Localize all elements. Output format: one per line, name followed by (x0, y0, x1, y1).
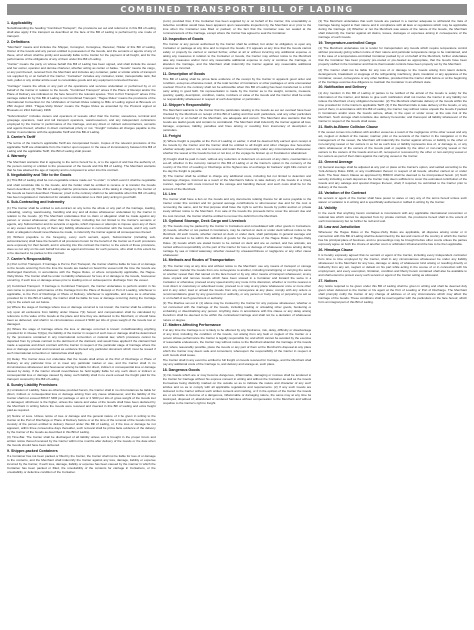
clause-text: (2) The Carrier shall not be liable for any loss of or damage to the Goods arising from latent defects, derangement, breakdown or stoppage of the refrigerating machinery, plant, insulation or any apparatus of the Container, vessel, conveyance or any other facilities, provided that the Carrier shall before or at the beginning of the Carriage exercise due diligence to maintain the Container in an efficient state. (318, 67, 467, 84)
clause-heading: 10. Inspection of Goods (162, 36, 204, 41)
clause-text: If a Container has not been packed or filled by the Carrier, the Carrier shall not be liable for loss of or damage to the contents, and the Merchant shall indemnify the Carrier against any loss, damage, liability or expense incurred by the Carrier, if such loss, damage, liability or expense has been caused by the manner in which the Container has been packed or filled, the unsuitability of the contents for carriage in Containers, or the unsuitability or defective condition of the Container. (7, 454, 156, 475)
clause-text: (b) Where the stage of Carriage where the loss or damage occurred is known: notwithstanding anything provided for in Clause 7(2)(a), the liability of the Carrier in respect of such loss or damage shall be determined by the provisions contained in any international convention or national law, which provisions cannot be departed from by private contract to the detriment of the claimant, and would have applied if the claimant had made a separate and direct contract with the Carrier in respect of the particular stage of Carriage where the loss or damage occurred and received as evidence thereof any particular document which must be issued if such international convention or national law shall apply. (7, 327, 156, 356)
clause-text: (1) Limitation of Liability. Save as otherwise provided herein, the Carrier shall in no circumstances be liable for direct, indirect or consequential loss or damage arising from any cause whatsoever, and the liability of the Carrier shall not exceed 666.67 SDR per package or unit or 2 SDR per kilo of gross weight of the Goods lost or damaged, whichever is the higher, unless the nature and value of the Goods shall have been declared by the Merchant in writing before the Goods were received and inserted in this Bill of Lading and extra freight paid as required. (7, 387, 156, 413)
clause-text: "Carrier" means the party on whose behalf this Bill of Lading has been signed, and shall include the vessel and her owner, operator and demise charterer, whether acting as carrier or bailee. "Goods" means the cargo, or any part thereof, received from the Merchant and includes any container, pallet or similar article of transport not supplied by or on behalf of the Carrier. "Container" includes any container, trailer, transportable tank, flat rack, pallet or any similar article used to consolidate goods and any equipment connected thereto. (7, 62, 156, 83)
clause-heading: 19. Temperature-controlled Cargo (318, 40, 376, 45)
clause-text: Any notice required to be given under this Bill of Lading shall be given in writing and shall be deemed duly given when delivered to the Carrier or his agent at the Port of Loading or Port of Discharge. The Merchant shall promptly notify the Carrier of any change of address or of any circumstance which may affect the Carriage of the Goods. These conditions shall be read together with the particulars on the face hereof, which form an integral part of this Bill of Lading. (318, 283, 467, 304)
title-bar (7, 4, 467, 15)
clause-heading: 21. Both-to-Blame Collision Clause (318, 124, 379, 129)
clause-text: (3) Delay. The Carrier does not undertake that the Goods shall arrive at the Port of Discharge or Place of Delivery at any particular time or to meet any particular market or use, and the Carrier shall in no circumstances whatsoever and howsoever arising be liable for direct, indirect or consequential loss or damage caused by delay. If the Carrier should nevertheless be held legally liable for any such direct or indirect or consequential loss or damage caused by delay, such liability shall in no event exceed the freight paid for the transport covered by this Bill of Lading. (7, 356, 156, 382)
clause-heading: 5. Negotiability and Title to the Goods (7, 173, 72, 178)
clause-heading: 14. Lien (162, 192, 177, 197)
clause-heading: 13. Freight (162, 134, 181, 139)
clause-text: (3) The Carrier shall be entitled to charge any additional costs, including but not limited to detention and demurrage charges, incurred as a result of the Merchant's failure to take delivery of the Goods in a timely manner, together with costs incurred for the storage and handling thereof, and such costs shall be for the account of the Merchant. (162, 174, 312, 191)
clause-text: Whenever the Hague Rules or the Hague-Visby Rules are applicable, all disputes arising under or in connection with this Bill of Lading shall be determined by the law and courts of the country in which the Carrier has his principal place of business, and no proceedings may be brought before other courts unless the parties expressly agree on both the choice of another court or arbitration tribunal and the law to be then applicable. (318, 229, 467, 246)
clause-heading: 3. Carrier's Tariff (7, 135, 36, 140)
clause-text: (2) Freight shall be paid in cash, without any reduction or deferment on account of any claim, counterclaim or set-off, whether in the currency named in this Bill of Lading or at the Carrier's option in the currency of the country of the Port of Loading or Discharge at the highest rate of exchange for bankers' sight bills current on the day the freight is payable. (162, 156, 312, 173)
clause-text: The Merchant warrants to the Carrier that the particulars relating to the Goods as set out overleaf have been checked by the Merchant on receipt of this Bill of Lading and that such particulars, and any other particulars furnished by or on behalf of the Merchant, are adequate and correct. The Merchant also warrants that the Goods are lawful goods and contain no contraband. The Merchant shall indemnify the Carrier against all loss, damage, expenses, liability, penalties and fines arising or resulting from inaccuracy of description or particulars. (162, 108, 312, 133)
clause-heading: 9. Shipper-packed Containers (7, 448, 58, 453)
terms-column-2 (163, 19, 312, 627)
clause-heading: 8. Sundry Liability Provisions (7, 382, 58, 387)
clause-text: (2) The liberties set out in (1) above may be invoked by the Carrier for any purpose whatsoever, whether or not connected with the Carriage of the Goods, including loading or unloading other goods, bunkering or embarking or disembarking any person. Anything done in accordance with this clause or any delay arising therefrom shall be deemed to be within the contractual Carriage and shall not be a deviation of whatsoever nature or degree. (162, 301, 312, 322)
document-title: COMBINED TRANSPORT BILL OF LADING (120, 4, 354, 14)
clause-heading: 12. Shipper's Responsibility (162, 102, 211, 107)
clause-text: It is hereby expressly agreed that no servant or agent of the Carrier, including every independent contractor from time to time employed by the Carrier, shall in any circumstances whatsoever be under any liability whatsoever to the Merchant for any loss, damage or delay of whatsoever kind arising or resulting directly or indirectly from any act, neglect or default on his part while acting in the course of or in connection with his employment, and every exemption, limitation, condition and liberty herein contained shall also be available to and shall extend to protect every such servant or agent of the Carrier acting as aforesaid. (318, 252, 467, 277)
clause-text: (2) Notice of Loss. Unless notice of loss or damage and the general nature of it be given in writing to the Carrier at the Port of Discharge or Place of Delivery before or at the time of the removal of the Goods into the custody of the person entitled to delivery thereof under this Bill of Lading, or, if the loss or damage be not apparent, within three consecutive days thereafter, such removal shall be prima facie evidence of the delivery by the Carrier of the Goods as described in this Bill of Lading. (7, 413, 156, 434)
clause-text: (1) The Carrier may at any time and without notice to the Merchant: use any means of transport or storage whatsoever; transfer the Goods from one conveyance to another, including transhipping or carrying the same on another vessel than that named on the face hereof or by any other means of transport whatsoever; at any place unpack and remove Goods which have been stowed in a Container and forward the same in a Container or otherwise; proceed at any speed and by any route in his discretion, whether or not the nearest or most direct or customary or advertised route; proceed to or stay at any place whatsoever once or more often and in any order; load or unload the Goods from any conveyance at any place; comply with any orders or recommendations given by any government or authority, or any person or body acting or purporting to act as or on behalf of such government or authority. (162, 263, 312, 300)
clause-heading: 25. Law and Jurisdiction (318, 224, 361, 229)
clause-text: (1) No Goods which are or may become dangerous, inflammable, damaging or noxious shall be tendered to the Carrier for Carriage without his express consent in writing and without the Container as well as the Goods themselves being distinctly marked on the outside so as to indicate the nature and character of any such articles and so as to comply with all applicable regulations and requirements. (2) If any such Goods are delivered to the Carrier without such written consent and marking, or if in the opinion of the Carrier the Goods are or are liable to become of a dangerous, inflammable or damaging nature, the same may at any time be destroyed, disposed of, abandoned or rendered harmless without compensation to the Merchant and without prejudice to the Carrier's right to freight. (162, 372, 312, 406)
clause-text: The Carrier shall in any event be entitled to full freight on Goods received for Carriage, and the Merchant shall pay any additional costs of the Carriage to, and delivery and storage at, such place. (162, 358, 312, 367)
clause-text: The Merchant warrants that in agreeing to the terms hereof he is, or is the agent of and has the authority of, the person owning or entitled to the possession of the Goods and this Bill of Lading. The Merchant warrants that he has attained the age of majority and is competent to enter into this contract. (7, 159, 156, 172)
terms-column-1 (7, 19, 156, 627)
clause-text: The terms of the Carrier's applicable Tariff are incorporated herein. Copies of the relevant provisions of the applicable Tariff are obtainable from the Carrier upon request. In the case of inconsistency between this Bill of Lading and the applicable Tariff, this Bill of Lading shall prevail. (7, 140, 156, 153)
clause-text: (3) The Merchant undertakes that such Goods are packed in a manner adequate to withstand the risks of Carriage having regard to their nature and in compliance with all laws or regulations which may be applicable during the Carriage. (4) Whether or not the Merchant was aware of the nature of the Goods, the Merchant shall indemnify the Carrier against all claims, losses, damages or expenses arising in consequence of the Carriage of such Goods. (318, 19, 467, 40)
clause-heading: 6. Sub-Contracting and Indemnity (7, 200, 65, 205)
clause-heading: 20. Notification and Delivery (318, 85, 367, 90)
clause-text: "Carriage" means the whole or any part of the operations and services undertaken or performed by or on behalf of the Carrier in relation to the Goods. "Combined Transport" arises if the Place of Receipt and/or the Place of Delivery are indicated on the face hereof in the relevant spaces. "Port to Port Transport" arises if the carriage called for by this Bill of Lading is not Combined Transport. "Hague Rules" means the provisions of the International Convention for the Unification of Certain Rules relating to Bills of Lading signed at Brussels on 25th August 1924. "Hague-Visby Rules" means the Hague Rules as amended by the Protocol signed at Brussels on 23rd February 1968. (7, 83, 156, 113)
clause-text: If the vessel comes into collision with another vessel as a result of the negligence of the other vessel and any act, neglect or default of the master, mariner, pilot or the servants of the Carrier in the navigation or in the management of the vessel, the Merchant will indemnify the Carrier against all loss or liability to the other or non-carrying vessel or her owners in so far as such loss or liability represents loss of, or damage to, or any claim whatsoever of the owners of the Goods paid or payable by the other or non-carrying vessel or her owners to the owners of the Goods and set off, recouped or recovered by the other or non-carrying vessel or her owners as part of their claim against the carrying vessel or the Carrier. (318, 129, 467, 159)
clause-heading: 16. Methods and Routes of Transportation (162, 258, 235, 263)
clause-text: (1) The Carrier shall be entitled to sub-contract on any terms the whole or any part of the Carriage, loading, unloading, storing, warehousing, handling and any and all duties whatsoever undertaken by the Carrier in relation to the Goods. (2) The Merchant undertakes that no claim or allegation shall be made against any person or vessel whatsoever, other than the Carrier, including but not limited to the Carrier's servants or agents, any Subcontractor and its servants or agents, which imposes or attempts to impose upon any of them or any vessel owned by any of them any liability whatsoever in connection with the Goods, and if any such claim or allegation should nevertheless be made, to indemnify the Carrier against all consequences thereof. (7, 205, 156, 234)
clause-heading: 2. Definitions (7, 39, 30, 44)
clause-heading: 15. Optional Stowage, Deck Cargo and Livestock (162, 219, 246, 224)
terms-columns (7, 19, 467, 627)
clause-text: "Merchant" means and includes the Shipper, Consignor, Consignee, Receiver, Holder of this Bill of Lading, Owner of the Goods and any person entitled to possession of the Goods, and the servants or agents of any of these, all of whom shall be jointly and severally liable to the Carrier for the payment of all freight, and for the performance of the obligations of any of them under this Bill of Lading. (7, 44, 156, 61)
clause-text: This Bill of Lading shall be prima facie evidence of the receipt by the Carrier in apparent good order and condition, except as otherwise noted, of the total number of Containers or other packages or units enumerated overleaf. Proof to the contrary shall not be admissible when this Bill of Lading has been transferred to a third party acting in good faith. No representation is made by the Carrier as to the weight, contents, measure, quantity, quality, description, condition, marks, numbers or value of the Goods and the Carrier shall be under no responsibility whatsoever in respect of such description or particulars. (162, 77, 312, 102)
clause-text: (1) The Goods may be packed by the Carrier in Containers and consolidated with other goods in Containers. (2) Goods, whether or not packed in Containers, may be carried on deck or under deck without notice to the Merchant. All such Goods, whether carried on deck or under deck, shall participate in general average and shall be deemed to be within the definition of goods for the purposes of the Hague Rules or Hague-Visby Rules. (3) Goods which are stated herein to be carried on deck and are so carried, and live animals, are carried without responsibility on the part of the Carrier for loss or damage of whatsoever nature arising during carriage by sea or inland waterway, whether caused by unseaworthiness or negligence or any other cause whatsoever. (162, 224, 312, 257)
clause-text: Notwithstanding the heading "Combined Transport", the provisions set out and referred to in this Bill of Lading shall also apply if the transport as described on the face of the Bill of Lading is performed by one mode of transport. (7, 25, 156, 38)
clause-heading: 22. General Average (318, 159, 353, 164)
clause-text: (cont.) provided that, if the Container has been supplied by or on behalf of the Carrier, this unsuitability or defective condition would have been apparent upon reasonable inspection by the Merchant at or prior to the time when the Container was filled or packed; or the fact that the Container was not sealed at the commencement of the Carriage, except where the Carrier has agreed to seal the Container. (162, 19, 312, 36)
clause-text: (1) This Bill of Lading shall be non-negotiable unless made out "to order", in which event it shall be negotiable and shall constitute title to the Goods, and the holder shall be entitled to receive or to transfer the Goods herein described. (2) This Bill of Lading shall be prima facie evidence of the taking in charge by the Carrier of the Goods as herein described. However, proof to the contrary shall not be admissible when this Bill of Lading has been negotiated or transferred for valuable consideration to a third party acting in good faith. (7, 178, 156, 199)
clause-text: No servant or agent of the Carrier shall have power to waive or vary any of the terms hereof unless such waiver or variation is in writing and is specifically authorised or ratified in writing by the Carrier. (318, 195, 467, 204)
clause-heading: 26. Himalaya Clause (318, 247, 353, 252)
clause-text: (1) General average shall be adjusted at any port or place at the Carrier's option, and settled according to the York-Antwerp Rules 1994, or any modification thereof, in respect of all Goods, whether carried on or under deck. The New Jason Clause as approved by BIMCO shall be deemed to be incorporated herein. (2) Such security including a cash deposit as the Carrier may deem sufficient to cover the estimated contribution of the Goods and any salvage and special charges thereon, shall, if required, be submitted to the Carrier prior to delivery of the Goods. (318, 164, 467, 190)
clause-text: "Subcontractor" includes owners and operators of vessels other than the Carrier, stevedores, terminal and groupage operators, road and rail transport operators, warehousemen, and any independent contractors employed by the Carrier in performance of the Carriage, and any direct or indirect subcontractors, servants and agents thereof, whether in direct contractual privity or not. "Freight" includes all charges payable to the Carrier in accordance with the applicable Tariff and this Bill of Lading. (7, 113, 156, 134)
clause-text: (2) Combined Transport. If Carriage is Combined Transport, the Carrier undertakes to perform and/or in his own name to procure performance of the Carriage from the Place of Receipt or Port of Loading, whichever is applicable, to the Port of Discharge or Place of Delivery, whichever is applicable, and save as is otherwise provided for in this Bill of Lading, the Carrier shall be liable for loss or damage occurring during the Carriage only to the extent set out below. (7, 283, 156, 305)
clause-heading: 4. Warranty (7, 154, 27, 159)
clause-text: (1) Where freight is payable at the Port of Loading or earlier, it shall be deemed fully earned upon receipt of the Goods by the Carrier and the Carrier shall be entitled to all freight and other charges due hereunder, whether actually paid or not, and to receive and retain them irrevocably under any circumstances whatsoever, whether the vessel or the Goods be lost or not lost, or the voyage be broken up or frustrated or abandoned. (162, 139, 312, 156)
clause-text: (1) Port to Port Transport. If Carriage is Port to Port Transport, the Carrier shall be liable for loss of or damage to the Goods occurring from the time the Goods are loaded on board the vessel until the time the Goods are discharged therefrom, in accordance with the Hague Rules, or where compulsorily applicable, the Hague-Visby Rules. The Carrier shall be under no liability whatsoever for loss of or damage to the Goods, howsoever occurring, if such loss or damage arises prior to loading onto or subsequent to discharge from the vessel. (7, 262, 156, 283)
terms-column-3 (318, 19, 467, 627)
clause-text: (3) Without prejudice to the foregoing, every such servant, agent, Subcontractor (including sub-subcontractors) shall have the benefit of all provisions herein for the benefit of the Carrier as if such provisions were expressly for their benefit, and in entering into this contract the Carrier, to the extent of these provisions, does so not only on his own behalf but also as agent and trustee for such persons, who shall to this extent be or be deemed to be parties to this contract. (7, 235, 156, 256)
clause-text: (a) Where the stage of Carriage where loss or damage occurred is not known: the Carrier shall be entitled to rely upon all exclusions from liability under Clause 7(1) hereof, and compensation shall be calculated by reference to the value of the Goods at the place and time they are delivered to the Merchant, or should have been so delivered, and shall in no circumstances exceed 2 SDR per kilo of gross weight of the Goods lost or damaged. (7, 305, 156, 326)
clause-heading: 23. Variation of the Contract (318, 190, 367, 195)
clause-text: If at any time the Carriage is or is likely to be affected by any hindrance, risk, delay, difficulty or disadvantage of any kind, including the condition of the Goods, not arising from any fault or neglect of the Carrier or a person whose performance the Carrier is legally responsible for, and which cannot be avoided by the exercise of reasonable endeavours, the Carrier may without notice to the Merchant abandon the Carriage of the Goods and, where reasonably possible, place the Goods or any part of them at the Merchant's disposal at any place which the Carrier may deem safe and convenient, whereupon the responsibility of the Carrier in respect of such Goods shall cease. (162, 328, 312, 357)
clause-heading: 1. Applicability (7, 20, 33, 25)
clause-text: (3) Time-Bar. The Carrier shall be discharged of all liability unless suit is brought in the proper forum and written notice thereof received by the Carrier within nine months after delivery of the Goods or the date when the Goods should have been delivered. (7, 435, 156, 448)
clause-heading: 17. Matters Affecting Performance (162, 323, 221, 328)
clause-text: The Carrier or any person authorised by the Carrier shall be entitled, but under no obligation, to open any Container or package at any time and to inspect the Goods. If it appears at any time that the Goods cannot safely or properly be carried or carried further, either at all or without incurring any additional expense or taking any measures in relation to the Container or Goods, the Carrier may without notice to the Merchant take any measures and/or incur any reasonable additional expense to carry or continue the Carriage, or abandon the Carriage, and the Merchant shall indemnify the Carrier against any reasonable additional expense so incurred. (162, 41, 312, 71)
clause-text: (1) Any mention in this Bill of Lading of parties to be notified of the arrival of the Goods is solely for the information of the Carrier, and failure to give such notification shall not involve the Carrier in any liability nor relieve the Merchant of any obligation hereunder. (2) The Merchant shall take delivery of the Goods within the time provided for in the Carrier's applicable Tariff. (3) If the Merchant fails to take delivery of the Goods, or any part of them, in accordance with this Bill of Lading, the Carrier may without notice unpack the Goods if packed in Containers and/or store the Goods ashore, afloat, in the open or under cover, at the sole risk of the Merchant. Such storage shall constitute due delivery hereunder, and thereupon all liability whatsoever of the Carrier in respect of the Goods shall cease. (318, 90, 467, 123)
clause-heading: 27. Notices (318, 278, 338, 283)
clause-text: The Carrier shall have a lien on the Goods and any documents relating thereto for all sums payable to the Carrier under this contract and for general average contributions to whomsoever due and for the cost of recovering the same, and for that purpose shall have the right to sell the Goods by public auction or private treaty without notice to the Merchant. If on sale of the Goods the proceeds fail to cover the amount due and the cost incurred, the Carrier shall be entitled to recover the deficit from the Merchant. (162, 197, 312, 218)
clause-text: (1) The Merchant undertakes not to tender for transportation any Goods which require temperature control without previously giving written notice of their nature and particular temperature range to be maintained, and in the case of a temperature-controlled Container packed by or on behalf of the Merchant, further undertakes that the Container has been properly pre-cooled or pre-heated as appropriate, that the Goods have been properly stuffed in the Container and that its thermostatic controls have been properly set by the Merchant. (318, 46, 467, 67)
clause-heading: 18. Dangerous Goods (162, 367, 200, 372)
clause-text: In the event that anything herein contained is inconsistent with any applicable international convention or national law which cannot be departed from by private contract, the provisions hereof shall to the extent of such inconsistency but no further be null and void. (318, 210, 467, 223)
clause-heading: 11. Description of Goods (162, 71, 206, 76)
clause-heading: 7. Carrier's Responsibility (7, 257, 52, 262)
clause-heading: 24. Validity (318, 205, 337, 210)
